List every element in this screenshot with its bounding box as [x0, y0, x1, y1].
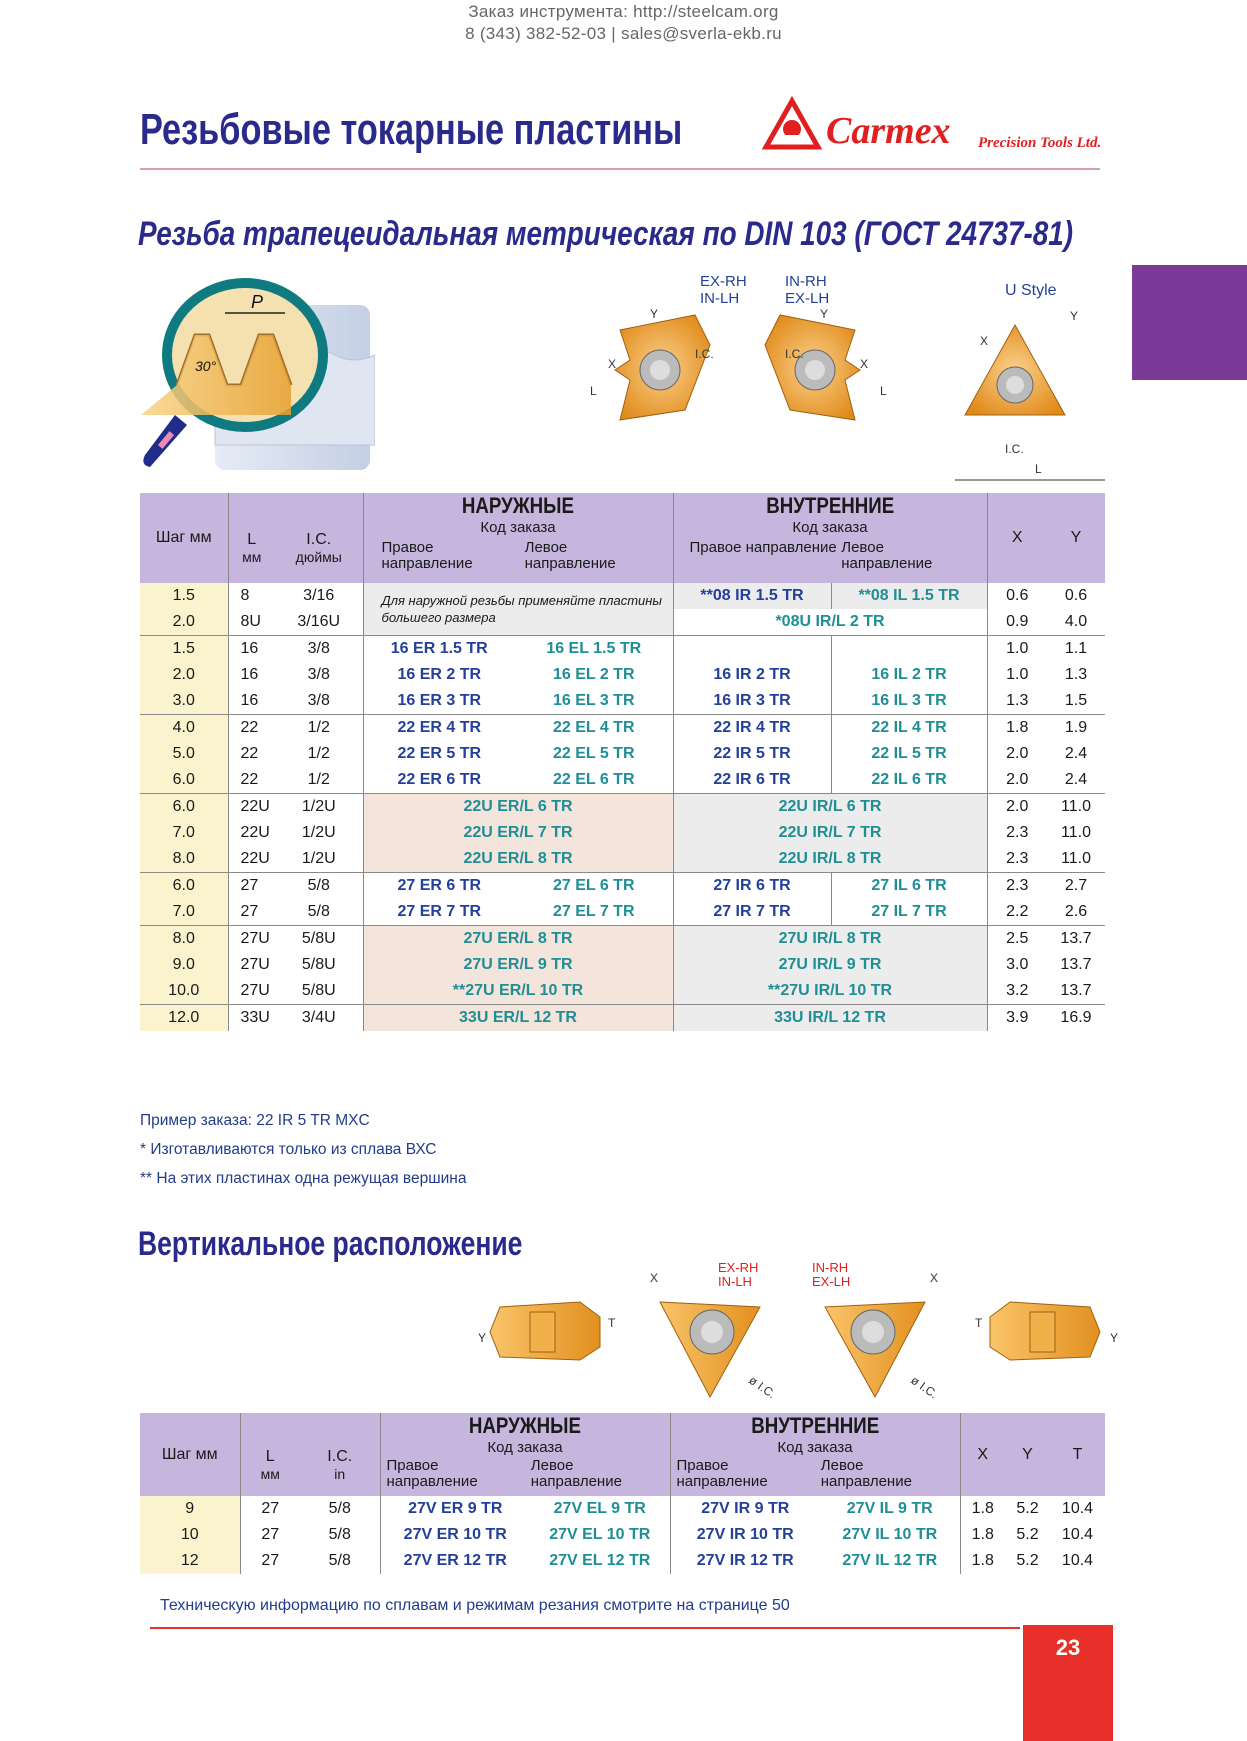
outer-right-code: 27V ER 9 TR [380, 1496, 530, 1522]
y-cell: 2.6 [1064, 903, 1088, 920]
pitch-label: P [251, 292, 264, 312]
t2-th-x: X [960, 1413, 1005, 1496]
inner-right-code: 22 IR 5 TR [673, 741, 831, 767]
t2-th-l: L [265, 1447, 275, 1465]
x-cell: 1.8 [960, 1548, 1005, 1574]
l-cell: 27 [240, 1548, 300, 1574]
inner-code-combined: 22U IR/L 8 TR [673, 846, 987, 873]
inner-code-combined: 27U IR/L 9 TR [673, 952, 987, 978]
outer-left-code: 22 EL 5 TR [552, 745, 635, 762]
ic-cell: 3/8 [307, 692, 330, 709]
v-label-ex-lh: EX-LH [812, 1274, 851, 1289]
x-cell: 1.3 [987, 688, 1047, 715]
l-cell: 22U [228, 820, 275, 846]
th-l-unit: мм [242, 549, 262, 565]
section-subtitle: Резьба трапецеидальная метрическая по DIN 103 (ГОСТ 24737-81) [138, 215, 1074, 253]
inner-right-code: 16 IR 2 TR [673, 662, 831, 688]
l-cell: 16 [228, 636, 275, 663]
v-label-x-2: X [930, 1271, 939, 1285]
pitch-cell: 12.0 [140, 1005, 228, 1032]
inner-right-code: 27V IR 12 TR [670, 1548, 820, 1574]
label-in-lh: IN-LH [700, 290, 740, 307]
th-inner-right: Правое направление [689, 539, 837, 556]
outer-code-combined: 33U ER/L 12 TR [363, 1005, 673, 1032]
v-label-in-lh: IN-LH [718, 1274, 752, 1289]
t2-th-inner: ВНУТРЕННИЕ [751, 1413, 879, 1438]
vertical-insert-diagrams [470, 1262, 1130, 1402]
pitch-cell: 10 [140, 1522, 240, 1548]
y-cell: 11.0 [1061, 824, 1091, 841]
table-row [140, 715, 1105, 742]
t2-th-inner-code: Код заказа [777, 1439, 853, 1456]
outer-right-code: 16 ER 1.5 TR [363, 636, 515, 663]
y-cell: 1.1 [1047, 636, 1105, 663]
pitch-cell: 8.0 [140, 846, 228, 873]
inner-left-code: 27V IL 9 TR [846, 1500, 933, 1517]
v-label-y-2: Y [1110, 1331, 1119, 1345]
th-inner-code: Код заказа [792, 519, 868, 536]
inner-code-combined: 22U IR/L 6 TR [673, 794, 987, 821]
table-row [140, 873, 1105, 900]
th-outer: НАРУЖНЫЕ [461, 493, 575, 518]
inner-code-combined: **27U IR/L 10 TR [673, 978, 987, 1005]
v-label-ex-rh: EX-RH [718, 1262, 759, 1275]
inner-left-code: **08 IL 1.5 TR [831, 583, 987, 609]
inner-left-code: 22 IL 6 TR [831, 767, 987, 794]
x-cell: 3.2 [987, 978, 1047, 1005]
y-cell: 2.4 [1064, 771, 1088, 788]
pitch-cell: 6.0 [140, 873, 228, 900]
x-cell: 2.3 [987, 873, 1047, 900]
y-cell: 5.2 [1016, 1500, 1039, 1517]
table-row [140, 846, 1105, 873]
table-row [140, 978, 1105, 1005]
section-vertical-title: Вертикальное расположение [138, 1225, 523, 1263]
x-cell: 1.0 [987, 636, 1047, 663]
l-cell: 27U [228, 926, 275, 953]
y-cell: 11.0 [1047, 794, 1105, 821]
y-cell: 4.0 [1064, 613, 1088, 630]
ic-cell: 1/2U [301, 824, 336, 841]
th-ic: I.C. [306, 531, 332, 548]
pitch-cell: 2.0 [140, 662, 228, 688]
label-x-3: X [980, 334, 989, 348]
order-info: Заказ инструмента: http://steelcam.org [468, 2, 779, 21]
t2-th-ic-unit: in [334, 1465, 346, 1482]
inner-left-code [831, 636, 987, 663]
x-cell: 2.3 [987, 846, 1047, 873]
outer-left-code: 27 EL 6 TR [515, 873, 673, 900]
v-label-y-1: Y [478, 1331, 487, 1345]
th-inner-left: Левое направление [841, 539, 933, 572]
pitch-cell: 7.0 [140, 820, 228, 846]
label-l-3: L [1035, 462, 1042, 476]
t2-th-outer-left: Левое направление [530, 1457, 622, 1490]
y-cell: 2.7 [1047, 873, 1105, 900]
l-cell: 27 [228, 873, 275, 900]
y-cell: 11.0 [1061, 850, 1091, 867]
outer-left-code: 16 EL 1.5 TR [515, 636, 673, 663]
y-cell: 0.6 [1064, 587, 1088, 604]
outer-note-cell: Для наружной резьбы применяйте пластины большего размера [363, 583, 673, 636]
ic-cell: 5/8U [275, 926, 363, 953]
table-row [140, 1005, 1105, 1032]
inner-right-code: 22 IR 4 TR [673, 715, 831, 742]
label-ex-rh: EX-RH [700, 273, 747, 290]
x-cell: 2.2 [987, 899, 1047, 926]
outer-right-code: 22 ER 5 TR [363, 741, 515, 767]
t2-th-y: Y [1022, 1445, 1033, 1463]
ic-cell: 3/8 [307, 666, 330, 683]
ic-cell: 1/2 [307, 771, 330, 788]
outer-right-code: 27V ER 10 TR [380, 1522, 530, 1548]
t2-th-outer-code: Код заказа [487, 1439, 563, 1456]
t-cell: 10.4 [1061, 1552, 1094, 1569]
x-cell: 1.8 [960, 1522, 1005, 1548]
outer-code-combined: 22U ER/L 7 TR [363, 820, 673, 846]
table-row [140, 1496, 1105, 1522]
label-ic-2: I.C. [785, 347, 804, 361]
v-label-x-1: X [650, 1271, 659, 1285]
y-cell: 16.9 [1047, 1005, 1105, 1032]
l-cell: 22 [228, 741, 275, 767]
y-cell: 13.7 [1047, 926, 1105, 953]
thread-magnifier-illustration [135, 275, 375, 485]
v-label-ic-2: ø I.C. [908, 1372, 941, 1402]
l-cell: 27U [228, 952, 275, 978]
table-row [140, 794, 1105, 821]
v-label-t-2: T [975, 1316, 983, 1330]
inner-left-code: 27V IL 12 TR [842, 1552, 938, 1569]
ic-cell: 5/8 [328, 1500, 351, 1517]
x-cell: 2.0 [987, 767, 1047, 794]
x-cell: 2.0 [987, 794, 1047, 821]
pitch-cell: 3.0 [140, 688, 228, 715]
pitch-cell: 10.0 [140, 978, 228, 1005]
footnote-1: * Изготавливаются только из сплава ВХС [140, 1141, 437, 1158]
th-outer-left: Левое направление [524, 539, 616, 572]
outer-code-combined: 22U ER/L 6 TR [363, 794, 673, 821]
th-outer-right: Правое направление [381, 539, 473, 572]
ic-cell: 5/8 [275, 873, 363, 900]
table-row [140, 926, 1105, 953]
l-cell: 27 [240, 1496, 300, 1522]
label-x-2: X [860, 357, 869, 371]
outer-code-combined: 27U ER/L 8 TR [363, 926, 673, 953]
label-u-style: U Style [1005, 282, 1057, 299]
l-cell: 33U [228, 1005, 275, 1032]
pitch-cell: 1.5 [140, 636, 228, 663]
pitch-cell: 6.0 [140, 794, 228, 821]
ic-cell: 5/8 [328, 1552, 351, 1569]
ic-cell: 3/8 [275, 636, 363, 663]
table-row [140, 767, 1105, 794]
t2-th-outer: НАРУЖНЫЕ [468, 1413, 582, 1438]
l-cell: 22 [228, 767, 275, 794]
inner-left-code: 27V IL 10 TR [842, 1526, 938, 1543]
v-label-in-rh: IN-RH [812, 1262, 849, 1275]
outer-right-code: 27 ER 6 TR [363, 873, 515, 900]
inner-right-code: 27V IR 9 TR [670, 1496, 820, 1522]
l-cell: 8U [228, 609, 275, 636]
l-cell: 8 [228, 583, 275, 609]
x-cell: 0.6 [987, 583, 1047, 609]
label-y-1: Y [650, 307, 659, 321]
inner-right-code [673, 636, 831, 663]
x-cell: 2.5 [987, 926, 1047, 953]
footer-divider [150, 1627, 1020, 1629]
table-row [140, 741, 1105, 767]
ic-cell: 5/8U [301, 982, 336, 999]
inner-code-combined: *08U IR/L 2 TR [673, 609, 987, 636]
ic-cell: 3/16U [297, 613, 341, 630]
pitch-cell: 12 [140, 1548, 240, 1574]
x-cell: 0.9 [987, 609, 1047, 636]
l-cell: 16 [228, 662, 275, 688]
outer-code-combined: 22U ER/L 8 TR [363, 846, 673, 873]
table-row [140, 952, 1105, 978]
l-cell: 22U [228, 846, 275, 873]
label-y-3: Y [1070, 309, 1079, 323]
table-row [140, 688, 1105, 715]
table-row [140, 820, 1105, 846]
pitch-cell: 7.0 [140, 899, 228, 926]
ic-cell: 1/2U [301, 850, 336, 867]
table-row [140, 1548, 1105, 1574]
th-pitch: Шаг мм [155, 529, 212, 546]
x-cell: 1.8 [987, 715, 1047, 742]
t-cell: 10.4 [1061, 1526, 1094, 1543]
x-cell: 2.3 [987, 820, 1047, 846]
x-cell: 3.0 [987, 952, 1047, 978]
label-ic-3: I.C. [1005, 442, 1024, 456]
y-cell: 1.3 [1064, 666, 1088, 683]
pitch-cell: 6.0 [140, 767, 228, 794]
inner-right-code: 27V IR 10 TR [670, 1522, 820, 1548]
l-cell: 27 [240, 1522, 300, 1548]
table-row [140, 1522, 1105, 1548]
x-cell: 1.0 [987, 662, 1047, 688]
t2-th-inner-right: Правое направление [676, 1457, 768, 1490]
l-cell: 22 [228, 715, 275, 742]
footer-note: Техническую информацию по сплавам и режимам резания смотрите на странице 50 [160, 1597, 790, 1614]
th-l: L [247, 531, 257, 548]
th-x: X [987, 493, 1047, 583]
title-divider [140, 168, 1100, 170]
inner-left-code: 22 IL 4 TR [831, 715, 987, 742]
inner-right-code: 22 IR 6 TR [673, 767, 831, 794]
t-cell: 10.4 [1061, 1500, 1094, 1517]
pitch-cell: 1.5 [140, 583, 228, 609]
inner-left-code: 27 IL 6 TR [831, 873, 987, 900]
carmex-logo [760, 95, 1110, 165]
outer-left-code: 27V EL 9 TR [553, 1500, 646, 1517]
footnote-2: ** На этих пластинах одна режущая вершина [140, 1170, 467, 1187]
y-cell: 5.2 [1016, 1552, 1039, 1569]
y-cell: 5.2 [1016, 1526, 1039, 1543]
y-cell: 1.9 [1047, 715, 1105, 742]
ic-cell: 5/8 [307, 903, 330, 920]
page-number: 23 [1023, 1625, 1113, 1741]
v-label-ic-1: ø I.C. [746, 1372, 779, 1402]
label-y-2: Y [820, 307, 829, 321]
outer-right-code: 27 ER 7 TR [363, 899, 515, 926]
t2-th-inner-left: Левое направление [820, 1457, 912, 1490]
inner-right-code: 27 IR 6 TR [673, 873, 831, 900]
table-row [140, 899, 1105, 926]
th-y: Y [1070, 529, 1082, 546]
ic-cell: 5/8U [301, 956, 336, 973]
y-cell: 13.7 [1060, 982, 1092, 999]
outer-left-code: 22 EL 6 TR [552, 771, 635, 788]
y-cell: 13.7 [1060, 956, 1092, 973]
outer-code-combined: **27U ER/L 10 TR [363, 978, 673, 1005]
inner-right-code: **08 IR 1.5 TR [673, 583, 831, 609]
label-ic-1: I.C. [695, 347, 714, 361]
t2-th-outer-right: Правое направление [386, 1457, 478, 1490]
t2-th-pitch: Шаг мм [161, 1445, 218, 1463]
logo-suffix: Precision Tools Ltd. [978, 135, 1102, 151]
trapezoidal-thread-table [140, 493, 1105, 1031]
label-x-1: X [608, 357, 617, 371]
inner-left-code: 16 IL 2 TR [831, 662, 987, 688]
section-tab [1132, 265, 1247, 380]
table-row [140, 583, 1105, 609]
label-in-rh: IN-RH [785, 273, 827, 290]
inner-code-combined: 22U IR/L 7 TR [673, 820, 987, 846]
th-outer-code: Код заказа [480, 519, 556, 536]
inner-code-combined: 33U IR/L 12 TR [673, 1005, 987, 1032]
l-cell: 22U [228, 794, 275, 821]
ic-cell: 3/4U [275, 1005, 363, 1032]
angle-label: 30° [195, 358, 217, 374]
label-l-2: L [880, 384, 887, 398]
l-cell: 27U [228, 978, 275, 1005]
outer-left-code: 27 EL 7 TR [552, 903, 635, 920]
outer-right-code: 16 ER 2 TR [363, 662, 515, 688]
ic-cell: 5/8 [328, 1526, 351, 1543]
th-inner: ВНУТРЕННИЕ [766, 493, 894, 518]
outer-left-code: 27V EL 10 TR [549, 1526, 651, 1543]
y-cell: 2.4 [1064, 745, 1088, 762]
outer-right-code: 16 ER 3 TR [363, 688, 515, 715]
outer-left-code: 22 EL 4 TR [515, 715, 673, 742]
inner-right-code: 27 IR 7 TR [673, 899, 831, 926]
x-cell: 1.8 [960, 1496, 1005, 1522]
l-cell: 27 [228, 899, 275, 926]
label-l-1: L [590, 384, 597, 398]
pitch-cell: 5.0 [140, 741, 228, 767]
pitch-cell: 8.0 [140, 926, 228, 953]
inner-code-combined: 27U IR/L 8 TR [673, 926, 987, 953]
pitch-cell: 9.0 [140, 952, 228, 978]
pitch-cell: 9 [140, 1496, 240, 1522]
inner-right-code: 16 IR 3 TR [673, 688, 831, 715]
outer-right-code: 22 ER 4 TR [363, 715, 515, 742]
order-example: Пример заказа: 22 IR 5 TR MXC [140, 1112, 370, 1129]
ic-cell: 1/2U [275, 794, 363, 821]
label-ex-lh: EX-LH [785, 290, 830, 307]
y-cell: 1.5 [1064, 692, 1088, 709]
table-row [140, 636, 1105, 663]
insert-diagrams [560, 270, 1120, 485]
x-cell: 2.0 [987, 741, 1047, 767]
outer-left-code: 27V EL 12 TR [549, 1552, 651, 1569]
t2-th-ic: I.C. [327, 1447, 353, 1465]
outer-right-code: 22 ER 6 TR [363, 767, 515, 794]
x-cell: 3.9 [987, 1005, 1047, 1032]
l-cell: 16 [228, 688, 275, 715]
contact-info: 8 (343) 382-52-03 | sales@sverla-ekb.ru [465, 24, 782, 43]
t2-th-l-unit: мм [260, 1465, 280, 1482]
outer-left-code: 16 EL 3 TR [552, 692, 635, 709]
logo-name: Carmex [826, 110, 951, 152]
th-ic-unit: дюймы [295, 549, 342, 565]
outer-right-code: 27V ER 12 TR [380, 1548, 530, 1574]
page-title: Резьбовые токарные пластины [140, 105, 683, 154]
inner-left-code: 16 IL 3 TR [831, 688, 987, 715]
outer-left-code: 16 EL 2 TR [552, 666, 635, 683]
ic-cell: 3/16 [303, 587, 335, 604]
pitch-cell: 2.0 [140, 609, 228, 636]
inner-left-code: 22 IL 5 TR [831, 741, 987, 767]
t2-th-t: T [1072, 1445, 1083, 1463]
ic-cell: 1/2 [307, 745, 330, 762]
v-label-t-1: T [608, 1316, 616, 1330]
pitch-cell: 4.0 [140, 715, 228, 742]
vertical-insert-table [140, 1413, 1106, 1574]
inner-left-code: 27 IL 7 TR [831, 899, 987, 926]
ic-cell: 1/2 [275, 715, 363, 742]
outer-code-combined: 27U ER/L 9 TR [363, 952, 673, 978]
table-row [140, 662, 1105, 688]
